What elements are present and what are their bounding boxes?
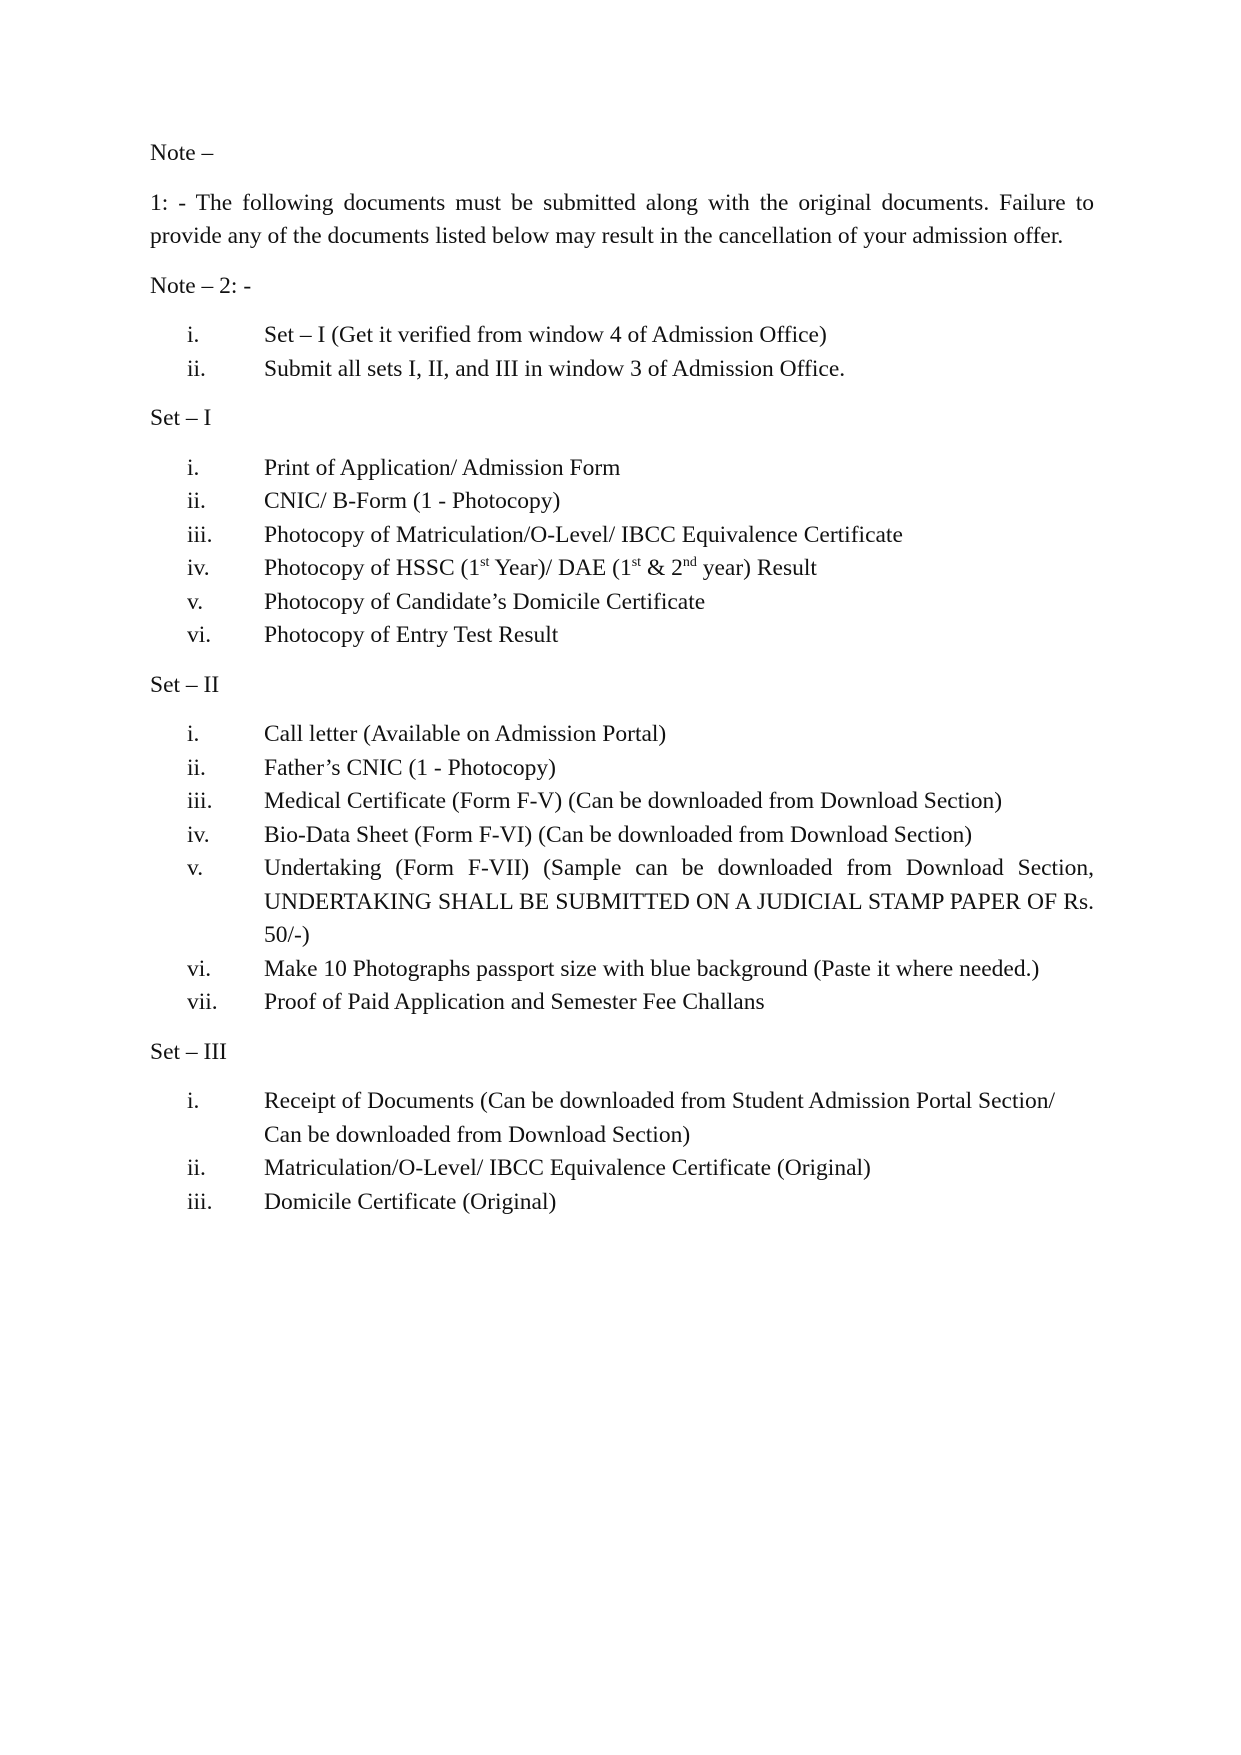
list-item bbox=[150, 819, 1094, 853]
list-item bbox=[150, 519, 1094, 553]
list-item-number: v. bbox=[187, 855, 204, 881]
list-item-text: Call letter (Available on Admission Portal) bbox=[264, 721, 667, 747]
list-item-number: i. bbox=[187, 1088, 200, 1114]
list-item-text: Bio-Data Sheet (Form F-VI) (Can be downloaded from Download Section) bbox=[264, 821, 973, 848]
list-item-number: ii. bbox=[187, 1155, 206, 1181]
list-item-number: i. bbox=[187, 454, 200, 481]
set-1-list bbox=[150, 452, 1094, 653]
list-item bbox=[150, 552, 1094, 586]
list-item bbox=[150, 353, 1094, 387]
text-segment: & 2 bbox=[641, 555, 683, 581]
list-item-text: Matriculation/O-Level/ IBCC Equivalence Certificate (Original) bbox=[264, 1155, 871, 1181]
list-item bbox=[150, 1152, 1094, 1186]
set-2-heading: Set – II bbox=[150, 671, 220, 698]
list-item-number: vii. bbox=[187, 989, 218, 1015]
list-item-text: Submit all sets I, II, and III in window 3 of Admission Office. bbox=[264, 355, 846, 382]
text-segment: year) Result bbox=[696, 555, 817, 581]
list-item-number: iv. bbox=[187, 555, 210, 581]
list-item-number: ii. bbox=[187, 488, 206, 514]
superscript: st bbox=[480, 555, 490, 571]
list-item-number: iii. bbox=[187, 1188, 213, 1215]
set-3-list bbox=[150, 1085, 1094, 1219]
list-item bbox=[150, 752, 1094, 786]
list-item-number: ii. bbox=[187, 355, 206, 382]
list-item-number: vi. bbox=[187, 622, 212, 648]
list-item-number: iii. bbox=[187, 788, 213, 814]
list-item-text: Photocopy of Matriculation/O-Level/ IBCC Equivalence Certificate bbox=[264, 521, 903, 548]
set-2-list bbox=[150, 718, 1094, 1020]
note-heading: Note – bbox=[150, 140, 214, 166]
list-item-text: Set – I (Get it verified from window 4 of Admission Office) bbox=[264, 322, 827, 348]
list-item bbox=[150, 619, 1094, 653]
list-item-text: Domicile Certificate (Original) bbox=[264, 1188, 557, 1215]
list-item-number: ii. bbox=[187, 754, 206, 781]
list-item-text: Photocopy of Entry Test Result bbox=[264, 622, 559, 648]
list-item-text: Proof of Paid Application and Semester Fee Challans bbox=[264, 989, 765, 1015]
list-item-text: Photocopy of Candidate’s Domicile Certificate bbox=[264, 588, 706, 615]
list-item-number: i. bbox=[187, 721, 200, 747]
list-item-number: v. bbox=[187, 588, 204, 615]
text-segment: Photocopy of HSSC (1 bbox=[264, 555, 481, 581]
set-1-heading: Set – I bbox=[150, 405, 212, 431]
list-item bbox=[150, 986, 1094, 1020]
superscript: st bbox=[631, 555, 642, 571]
list-item-number: iv. bbox=[187, 821, 210, 848]
document-page bbox=[150, 137, 1094, 1235]
text-segment: Year)/ DAE (1 bbox=[489, 555, 632, 581]
list-item bbox=[150, 852, 1094, 953]
set-3-heading: Set – III bbox=[150, 1038, 228, 1065]
list-item-text: Father’s CNIC (1 - Photocopy) bbox=[264, 754, 556, 781]
list-item bbox=[150, 785, 1094, 819]
list-item-number: iii. bbox=[187, 521, 213, 548]
list-item bbox=[150, 485, 1094, 519]
list-item-text: Print of Application/ Admission Form bbox=[264, 454, 621, 481]
list-item bbox=[150, 953, 1094, 987]
list-item bbox=[150, 452, 1094, 486]
superscript: nd bbox=[682, 555, 697, 571]
list-item-text: Undertaking (Form F-VII) (Sample can be downloaded from Download Section, UNDERTAKING SHALL BE SUBMITTED ON A JUDICIAL STAMP PAPER OF Rs. 50/-) bbox=[264, 855, 1094, 948]
list-item bbox=[150, 586, 1094, 620]
list-item-text: Make 10 Photographs passport size with blue background (Paste it where needed.) bbox=[264, 955, 1040, 982]
note-2-list bbox=[150, 319, 1094, 386]
list-item bbox=[150, 1186, 1094, 1220]
list-item bbox=[150, 1085, 1094, 1152]
list-item-number: vi. bbox=[187, 955, 212, 982]
note-2-heading: Note – 2: - bbox=[150, 272, 252, 299]
list-item-text: Medical Certificate (Form F-V) (Can be downloaded from Download Section) bbox=[264, 788, 1003, 814]
list-item-text bbox=[264, 552, 1094, 586]
list-item bbox=[150, 718, 1094, 752]
list-item-text: CNIC/ B-Form (1 - Photocopy) bbox=[264, 488, 561, 514]
list-item-text: Receipt of Documents (Can be downloaded from Student Admission Portal Section/ Can be downloaded from Download Section) bbox=[264, 1088, 1056, 1148]
list-item-number: i. bbox=[187, 322, 200, 348]
list-item bbox=[150, 319, 1094, 353]
note-1-paragraph: 1: - The following documents must be submitted along with the original documents. Failure to provide any of the documents listed below may result in the cancellation of your admission offer. bbox=[150, 189, 1094, 249]
